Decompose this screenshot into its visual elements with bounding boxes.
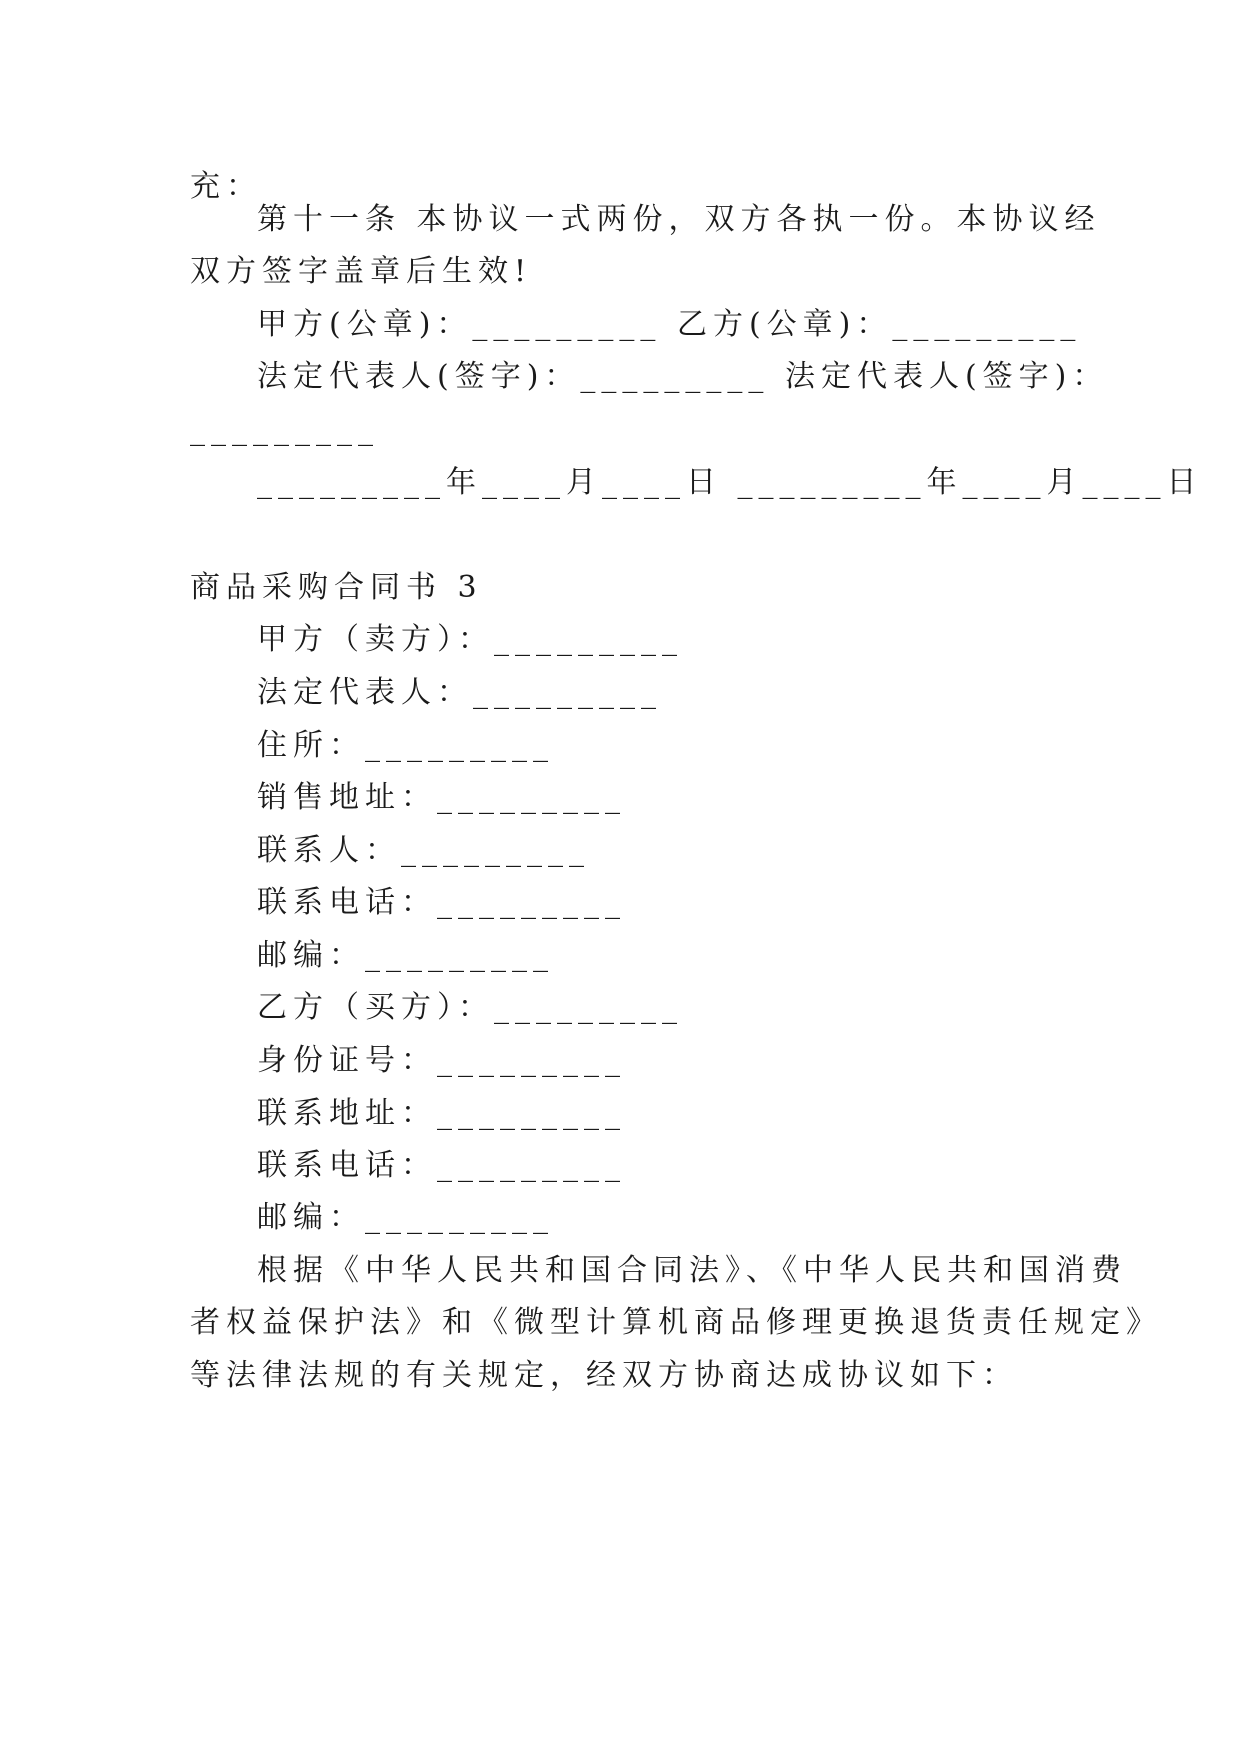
contact-phone-field-b: 联系电话：_________ <box>257 1148 626 1183</box>
contact-person-field: 联系人：_________ <box>257 833 590 868</box>
party-b-field: 乙方（买方）：_________ <box>257 990 683 1025</box>
basis-paragraph-line-3: 等法律法规的有关规定，经双方协商达成协议如下： <box>190 1358 1018 1393</box>
sales-address-field: 销售地址：_________ <box>257 780 626 815</box>
signature-line: 法定代表人(签字)：_________ 法定代表人(签字)： <box>257 359 1109 394</box>
contract-title: 商品采购合同书 3 <box>190 570 483 605</box>
contact-address-field: 联系地址：_________ <box>257 1096 626 1131</box>
seal-line: 甲方(公章)：_________ 乙方(公章)：_________ <box>257 307 1082 342</box>
party-a-field: 甲方（卖方）：_________ <box>257 622 683 657</box>
basis-paragraph-line-2: 者权益保护法》和《微型计算机商品修理更换退货责任规定》 <box>190 1305 1162 1340</box>
signature-blank: _________ <box>190 412 379 447</box>
legal-rep-field: 法定代表人：_________ <box>257 675 662 710</box>
postcode-field: 邮编：_________ <box>257 938 554 973</box>
date-line: _________年____月____日 _________年____月____日 <box>257 465 1203 500</box>
contact-phone-field: 联系电话：_________ <box>257 885 626 920</box>
article-eleven-line-2: 双方签字盖章后生效! <box>190 254 533 289</box>
continued-text: 充： <box>190 169 262 204</box>
address-field: 住所：_________ <box>257 728 554 763</box>
id-number-field: 身份证号：_________ <box>257 1043 626 1078</box>
basis-paragraph-line-1: 根据《中华人民共和国合同法》、《中华人民共和国消费 <box>257 1253 1127 1288</box>
article-eleven-line-1: 第十一条 本协议一式两份，双方各执一份。本协议经 <box>257 202 1101 237</box>
postcode-field-b: 邮编：_________ <box>257 1200 554 1235</box>
